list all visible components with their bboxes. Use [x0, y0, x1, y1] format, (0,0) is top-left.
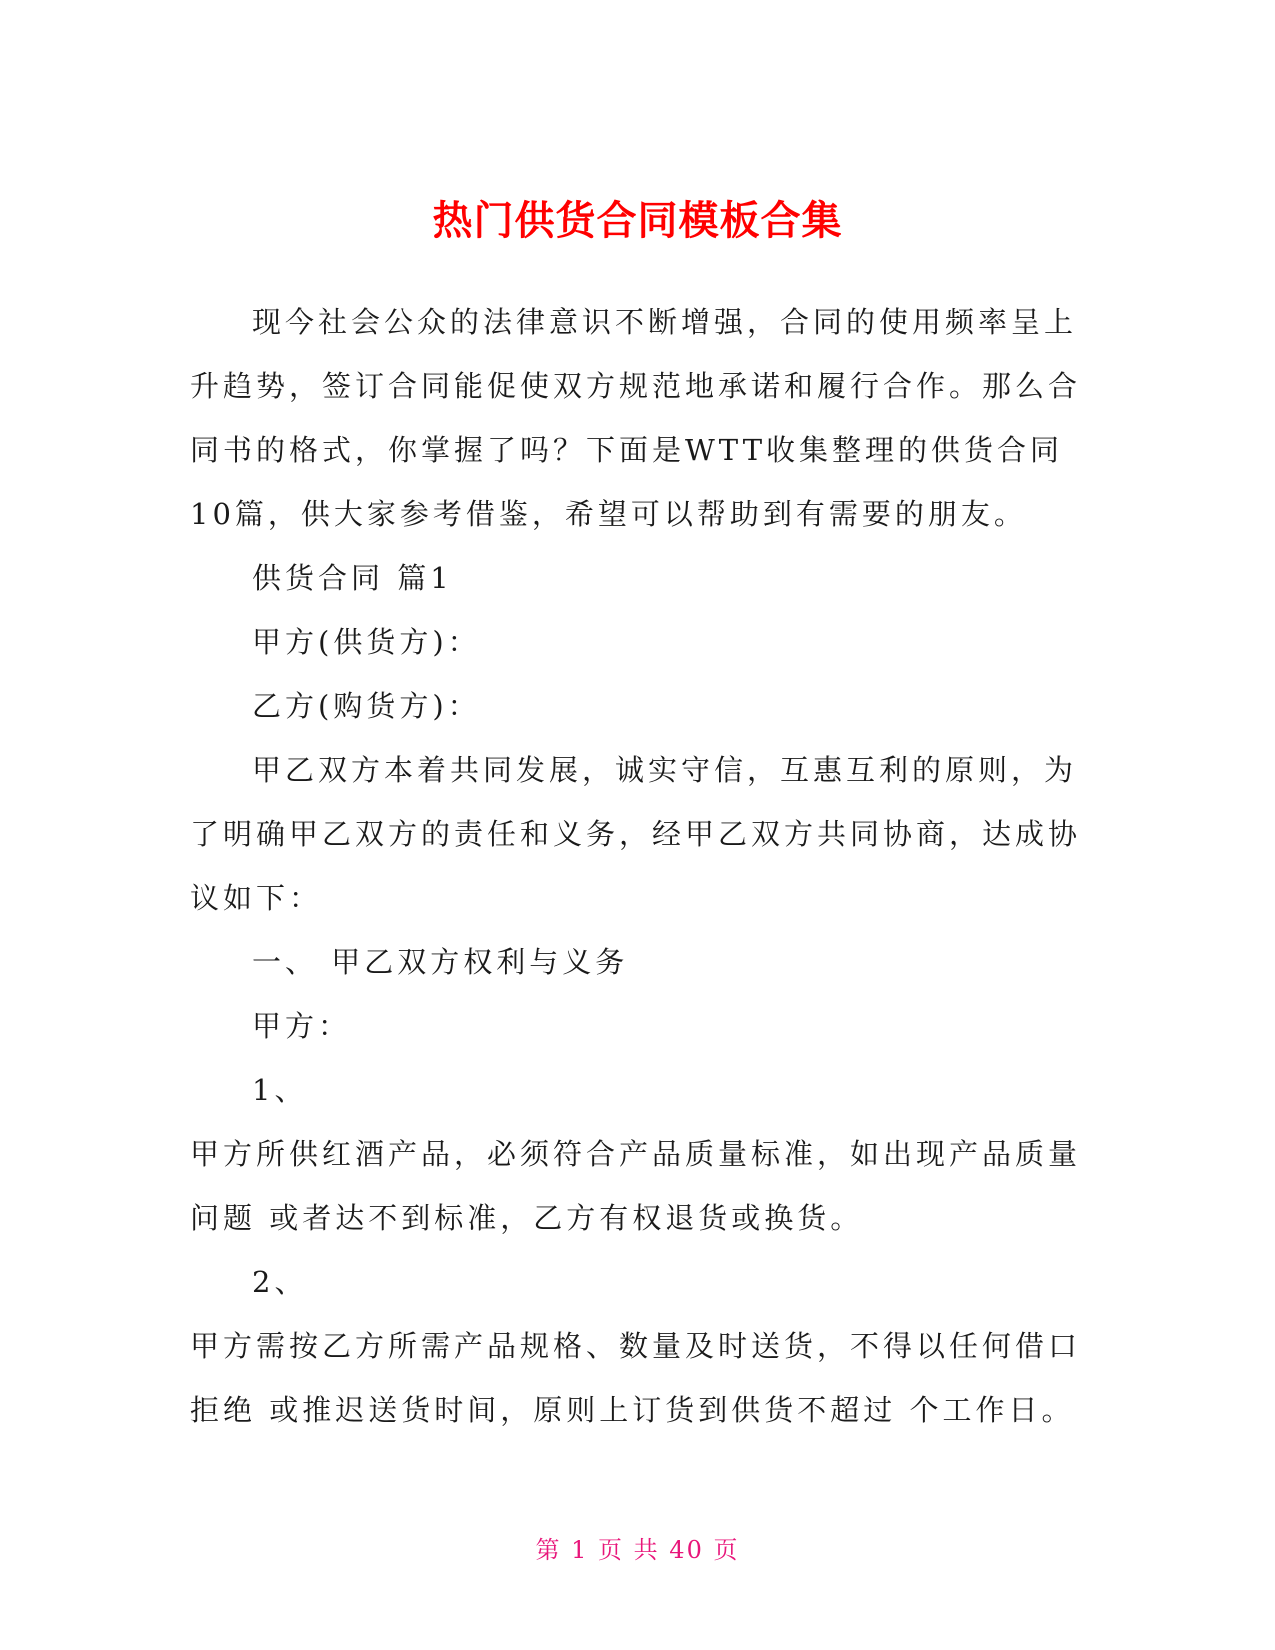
party-a-label: 甲方： — [252, 1009, 352, 1043]
item-number: 2、 — [252, 1265, 308, 1299]
party-a-line: 甲方(供货方)： — [252, 625, 481, 659]
item-text: 甲方需按乙方所需产品规格、数量及时送货，不得以任何借口拒绝 或推迟送货时间，原则上订货到供货不超过 个工作日。 — [190, 1329, 1082, 1427]
party-b-line: 乙方(购货方)： — [252, 689, 481, 723]
intro-paragraph: 现今社会公众的法律意识不断增强，合同的使用频率呈上升趋势，签订合同能促使双方规范地承诺和履行合作。那么合同书的格式，你掌握了吗？下面是WTT收集整理的供货合同10篇，供大家参考借鉴，希望可以帮助到有需要的朋友。 — [190, 305, 1082, 531]
clause-heading: 一、 甲乙双方权利与义务 — [252, 945, 629, 979]
agreement-paragraph: 甲乙双方本着共同发展，诚实守信，互惠互利的原则，为了明确甲乙双方的责任和义务，经甲乙双方共同协商，达成协议如下： — [190, 753, 1082, 915]
item-number: 1、 — [252, 1073, 308, 1107]
page-footer: 第 1 页 共 40 页 — [535, 1536, 740, 1564]
section-heading: 供货合同 篇1 — [252, 561, 453, 595]
document-title: 热门供货合同模板合集 — [432, 197, 843, 244]
document-body — [190, 290, 1085, 1442]
item-text: 甲方所供红酒产品，必须符合产品质量标准，如出现产品质量问题 或者达不到标准，乙方有权退货或换货。 — [190, 1137, 1082, 1235]
